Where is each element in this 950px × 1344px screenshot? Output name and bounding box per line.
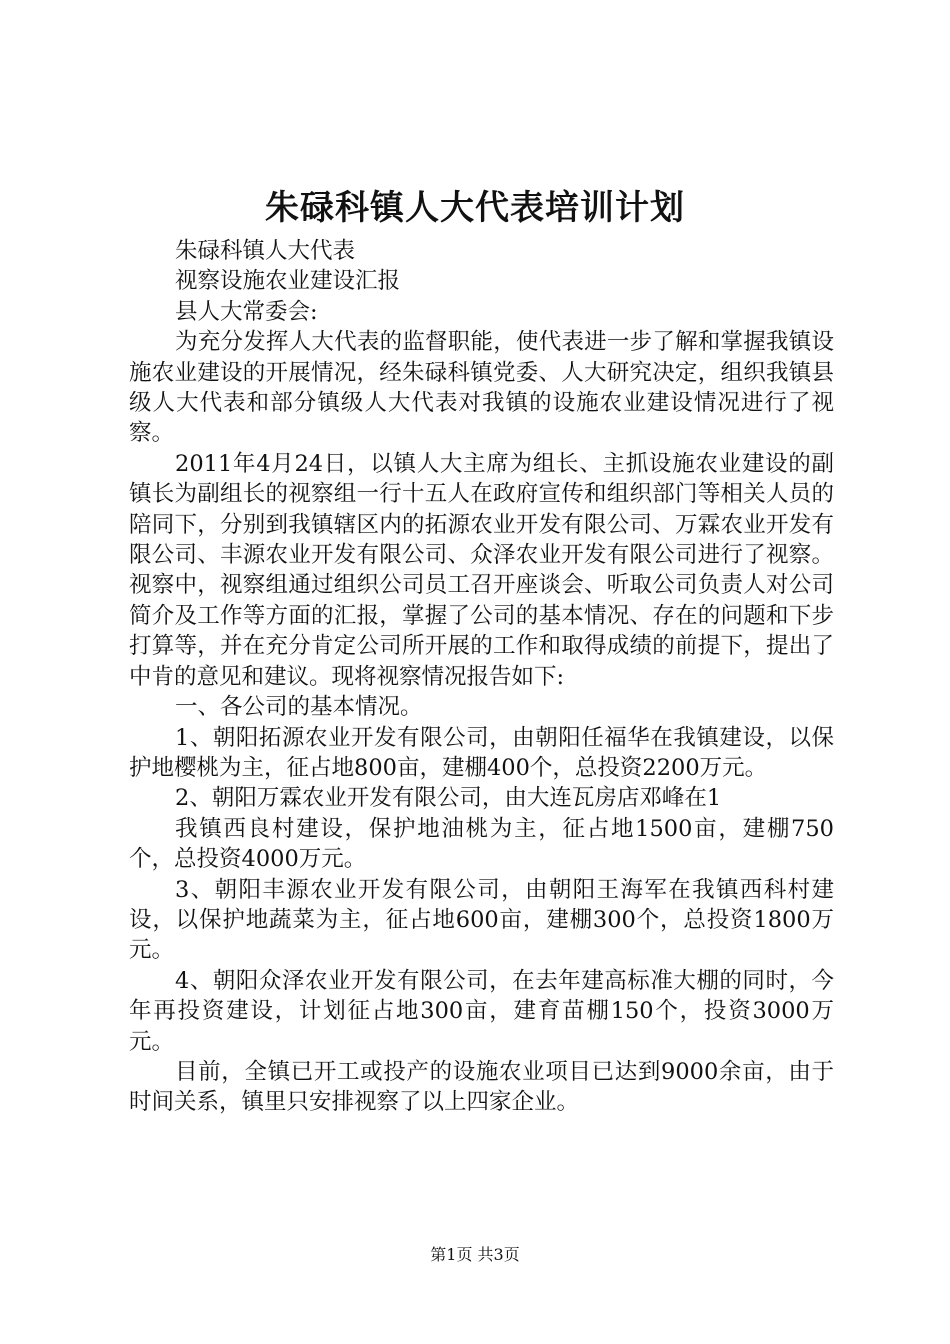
paragraph-company-2: 2、朝阳万霖农业开发有限公司，由大连瓦房店邓峰在1	[175, 785, 722, 812]
section-heading: 一、各公司的基本情况。	[175, 694, 423, 721]
paragraph-subject: 视察设施农业建设汇报	[175, 268, 401, 295]
paragraph-company-1: 1、朝阳拓源农业开发有限公司，由朝阳任福华在我镇建设，以保护地樱桃为主，征占地800亩，建棚400个，总投资2200万元。	[129, 724, 834, 781]
paragraph-sender: 朱碌科镇人大代表	[175, 238, 356, 264]
paragraph-company-3: 3、朝阳丰源农业开发有限公司，由朝阳王海军在我镇西科村建设，以保护地蔬菜为主，征占地600亩，建棚300个，总投资1800万元。	[129, 876, 834, 964]
page-indicator: 第1页 共3页	[430, 1245, 520, 1264]
document-body	[129, 236, 834, 1118]
paragraph-company-2-cont: 我镇西良村建设，保护地油桃为主，征占地1500亩，建棚750个，总投资4000万元。	[129, 815, 834, 873]
paragraph-recipient: 县人大常委会:	[175, 298, 318, 325]
paragraph-inspection: 2011年4月24日，以镇人大主席为组长、主抓设施农业建设的副镇长为副组长的视察组一行十五人在政府宣传和组织部门等相关人员的陪同下，分别到我镇辖区内的拓源农业开发有限公司、万霖农业开发有限公司、丰源农业开发有限公司、众泽农业开发有限公司进行了视察。视察中，视察组通过组织公司员工召开座谈会、听取公司负责人对公司简介及工作等方面的汇报，掌握了公司的基本情况、存在的问题和下步打算等，并在充分肯定公司所开展的工作和取得成绩的前提下，提出了中肯的意见和建议。现将视察情况报告如下:	[129, 450, 834, 690]
document-title: 朱碌科镇人大代表培训计划	[265, 188, 685, 228]
paragraph-intro: 为充分发挥人大代表的监督职能，使代表进一步了解和掌握我镇设施农业建设的开展情况，经朱碌科镇党委、人大研究决定，组织我镇县级人大代表和部分镇级人大代表对我镇的设施农业建设情况进行了视察。	[129, 329, 834, 447]
paragraph-summary: 目前，全镇已开工或投产的设施农业项目已达到9000余亩，由于时间关系，镇里只安排视察了以上四家企业。	[129, 1058, 834, 1116]
paragraph-company-4: 4、朝阳众泽农业开发有限公司，在去年建高标准大棚的同时，今年再投资建设，计划征占地300亩，建育苗棚150个，投资3000万元。	[129, 967, 834, 1055]
